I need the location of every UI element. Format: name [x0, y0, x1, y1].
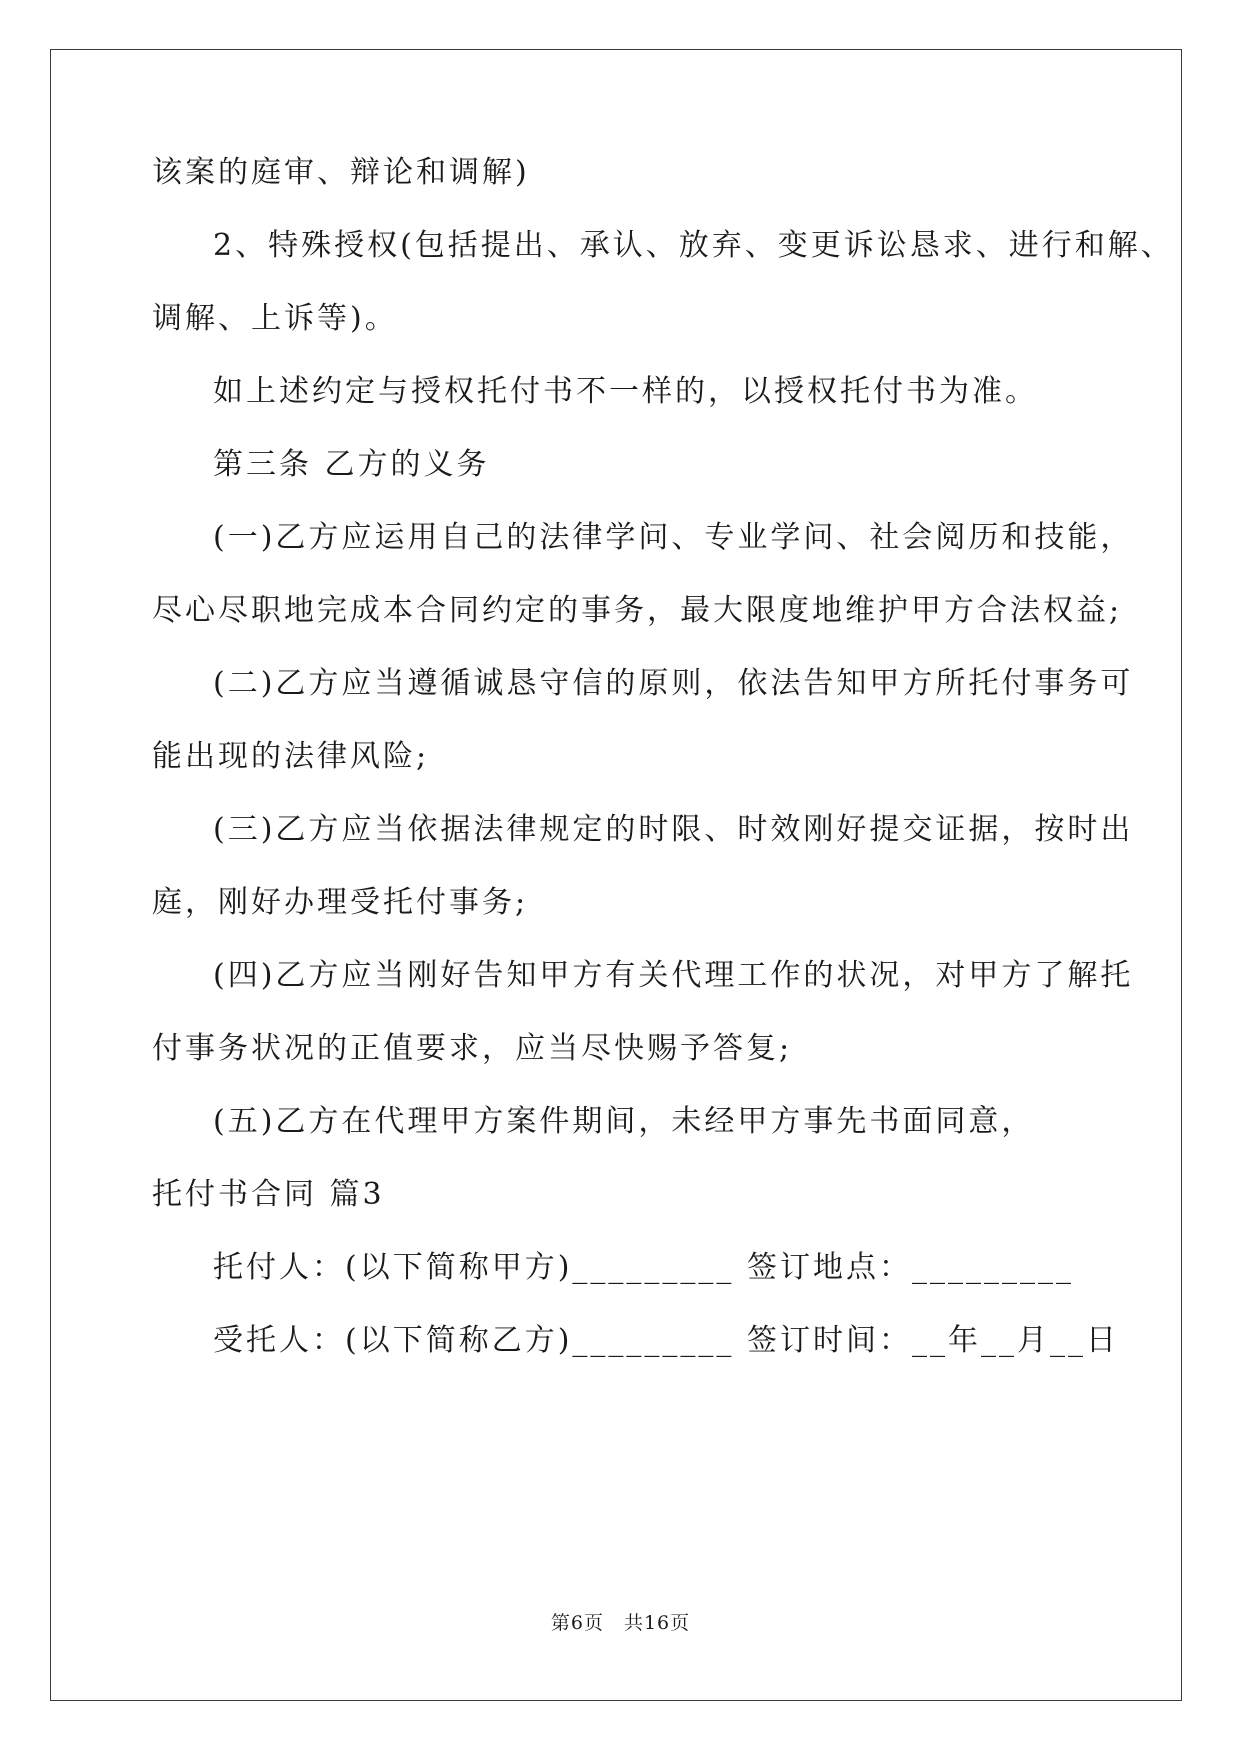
section-heading: 第三条 乙方的义务	[213, 447, 490, 482]
document-section-title: 托付书合同 篇3	[152, 1177, 385, 1212]
page-number: 第6页 共16页	[550, 1612, 691, 1634]
principal-signing-place-line: 托付人：(以下简称甲方)_________ 签订地点：_________	[213, 1250, 1074, 1285]
text-line: 庭，刚好办理受托付事务;	[152, 885, 529, 920]
text-line: (五)乙方在代理甲方案件期间，未经甲方事先书面同意，	[213, 1104, 1035, 1139]
text-line: 调解、上诉等)。	[152, 301, 398, 336]
text-line: 2、特殊授权(包括提出、承认、放弃、变更诉讼恳求、进行和解、	[213, 228, 1174, 263]
text-line: 能出现的法律风险;	[152, 739, 430, 774]
text-line: 如上述约定与授权托付书不一样的，以授权托付书为准。	[213, 374, 1038, 409]
agent-signing-date-line: 受托人：(以下简称乙方)_________ 签订时间：__年__月__日	[213, 1323, 1119, 1358]
text-line: 该案的庭审、辩论和调解)	[152, 155, 530, 190]
text-line: 尽心尽职地完成本合同约定的事务，最大限度地维护甲方合法权益;	[152, 593, 1123, 628]
text-line: (一)乙方应运用自己的法律学问、专业学问、社会阅历和技能，	[213, 520, 1134, 555]
page-border	[50, 49, 1182, 1701]
text-line: (三)乙方应当依据法律规定的时限、时效刚好提交证据，按时出	[213, 812, 1134, 847]
text-line: (四)乙方应当刚好告知甲方有关代理工作的状况，对甲方了解托	[213, 958, 1134, 993]
text-line: 付事务状况的正值要求，应当尽快赐予答复;	[152, 1031, 793, 1066]
text-line: (二)乙方应当遵循诚恳守信的原则，依法告知甲方所托付事务可	[213, 666, 1134, 701]
